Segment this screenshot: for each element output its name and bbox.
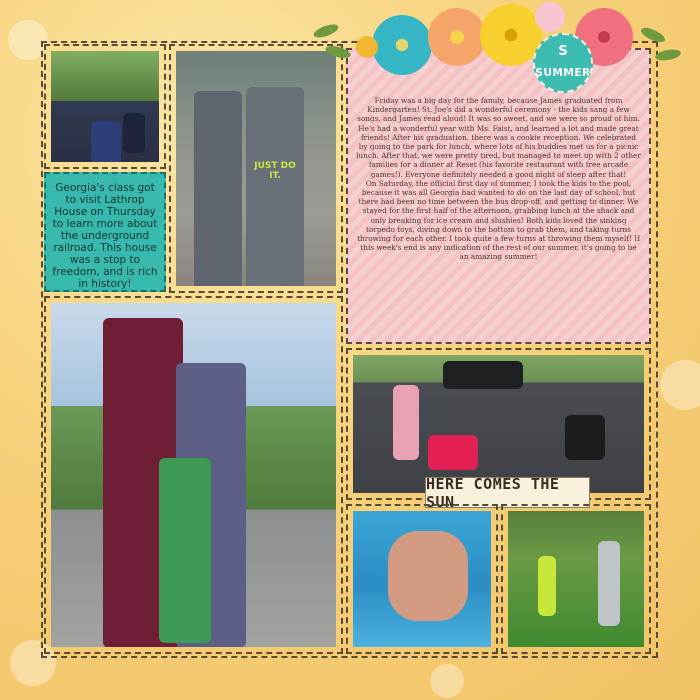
bokeh-light (660, 360, 700, 410)
pool-photo[interactable] (346, 504, 498, 654)
leaf-icon (654, 48, 681, 62)
school-group-photo[interactable] (44, 44, 166, 169)
journal-card (346, 48, 651, 344)
summer-tag-word: SUMMER (535, 67, 591, 79)
boy-figure (565, 415, 605, 460)
summer-tag-letter: S (558, 44, 568, 59)
yard-photo[interactable] (501, 504, 651, 654)
flower-icon (535, 2, 565, 32)
bokeh-light (430, 664, 464, 698)
boy-left-figure (194, 91, 242, 286)
car-figure (443, 361, 523, 389)
family-photo[interactable] (44, 296, 343, 654)
red-bin-figure (428, 435, 478, 470)
child-figure (123, 113, 145, 153)
kids-figure (388, 531, 468, 621)
child-figure (91, 121, 121, 162)
caption-card (44, 172, 166, 292)
leaf-icon (312, 22, 340, 40)
summer-tag (533, 33, 593, 93)
boy-right-figure (246, 87, 304, 286)
journal-paragraph: On Saturday, the official first day of summer, I took the kids to the pool, because it was all Georgia had wanted to do on the last day of school, but there had been no time between the bus drop-off, and getting to dinner. We stayed for the first half of the afternoon, grabbing lunch at the shack and only breaking for ice cream and slushies! Both kids loved the sinking torpedo toys, diving down to the bottom to grab them, and taking turns throwing for each other. I took quite a few turns at throwing them myself! If this week's end is any indication of the rest of our summer, it's going to be an amazing summer! (357, 178, 640, 262)
flower-icon (356, 36, 378, 58)
here-comes-the-sun-banner: HERE COMES THE SUN (425, 477, 590, 508)
journal-paragraph: Friday was a big day for the family, because James graduated from Kindergarten! St. Joe's did a wonderful ceremony - the kids sang a few songs, and James read aloud! It was so sweet, and we were so proud of him. He's had a wonderful year with Ms. Faist, and learned a lot and made great friends! After his graduation, there was a cookie reception. We celebrated by going to the park for lunch, where lots of his buddies met us for a picnic lunch. After that, we were pretty tired, but managed to meet up with 2 other families for a dinner at Reset (his favorite restaurant with free arcade games!). Everyone definitely needed a good night of sleep after that! (356, 96, 641, 179)
boy-figure (538, 556, 556, 616)
girl-figure (598, 541, 620, 626)
journal-text (356, 96, 641, 336)
girl-figure (393, 385, 419, 460)
caption-text: Georgia's class got to visit Lathrop House on Thursday to learn more about the underground railroad. This house was a stop to freedom, and is rich in history! (52, 182, 158, 290)
boy-figure (159, 458, 211, 643)
flower-icon (372, 15, 432, 75)
flower-icon (428, 8, 486, 66)
shirt-text: JUST DO IT. (254, 161, 296, 181)
two-boys-photo[interactable] (169, 44, 343, 293)
